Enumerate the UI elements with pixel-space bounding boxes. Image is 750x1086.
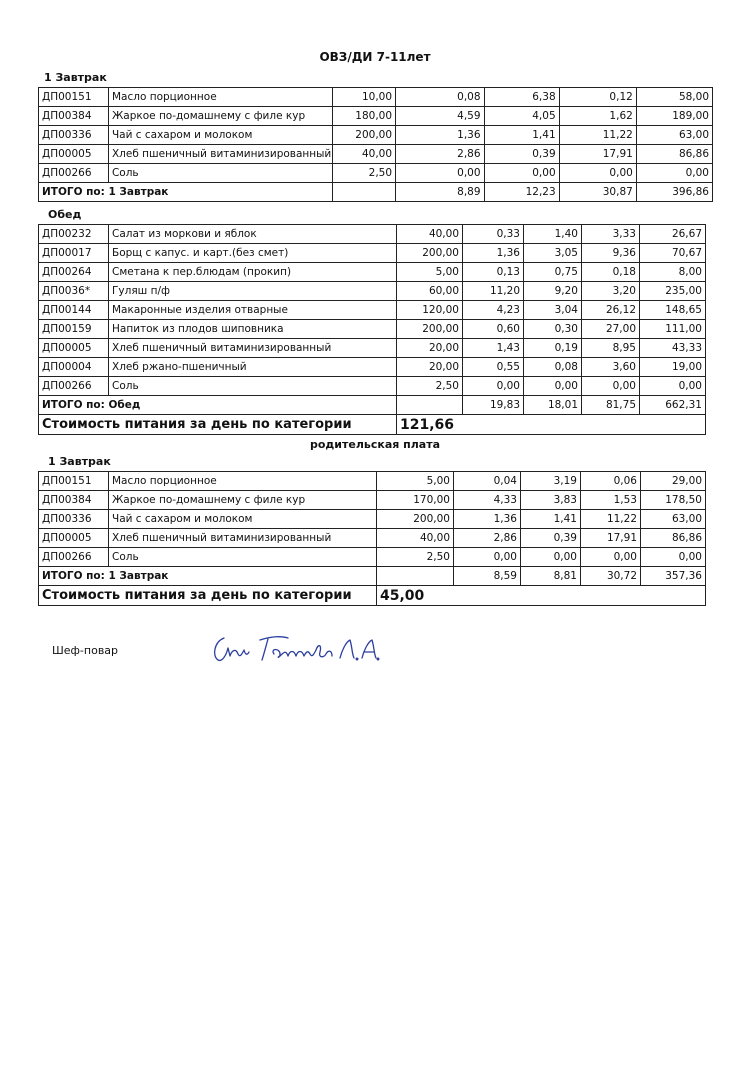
item-name: Хлеб ржано-пшеничный bbox=[109, 358, 397, 377]
total-fats: 18,01 bbox=[524, 396, 582, 415]
total-calories: 357,36 bbox=[641, 567, 706, 586]
item-weight: 20,00 bbox=[397, 339, 463, 358]
table-row bbox=[39, 88, 713, 107]
item-proteins: 0,60 bbox=[463, 320, 524, 339]
item-calories: 189,00 bbox=[636, 107, 712, 126]
section-label-breakfast: 1 Завтрак bbox=[44, 71, 107, 84]
item-name: Хлеб пшеничный витаминизированный bbox=[108, 145, 332, 164]
item-carbs: 1,53 bbox=[581, 491, 641, 510]
item-fats: 1,41 bbox=[521, 510, 581, 529]
item-fats: 0,39 bbox=[521, 529, 581, 548]
total-carbs: 81,75 bbox=[582, 396, 640, 415]
item-carbs: 17,91 bbox=[559, 145, 636, 164]
item-proteins: 1,36 bbox=[454, 510, 521, 529]
item-fats: 9,20 bbox=[524, 282, 582, 301]
item-carbs: 27,00 bbox=[582, 320, 640, 339]
item-carbs: 0,00 bbox=[559, 164, 636, 183]
item-code: ДП00151 bbox=[39, 472, 109, 491]
item-name: Соль bbox=[109, 548, 377, 567]
item-proteins: 4,33 bbox=[454, 491, 521, 510]
total-proteins: 8,89 bbox=[396, 183, 484, 202]
item-fats: 6,38 bbox=[484, 88, 559, 107]
item-name: Борщ с капус. и карт.(без смет) bbox=[109, 244, 397, 263]
item-code: ДП00004 bbox=[39, 358, 109, 377]
cost-row-paid bbox=[39, 586, 706, 606]
item-carbs: 3,33 bbox=[582, 225, 640, 244]
table-row bbox=[39, 282, 706, 301]
item-fats: 0,39 bbox=[484, 145, 559, 164]
item-code: ДП00005 bbox=[39, 145, 109, 164]
item-weight: 20,00 bbox=[397, 358, 463, 377]
item-carbs: 0,18 bbox=[582, 263, 640, 282]
item-fats: 3,05 bbox=[524, 244, 582, 263]
item-name: Гуляш п/ф bbox=[109, 282, 397, 301]
item-weight: 40,00 bbox=[377, 529, 454, 548]
item-proteins: 1,43 bbox=[463, 339, 524, 358]
cost-row-free bbox=[39, 415, 706, 435]
item-weight: 180,00 bbox=[333, 107, 396, 126]
total-label: ИТОГО по: Обед bbox=[39, 396, 397, 415]
item-proteins: 0,13 bbox=[463, 263, 524, 282]
item-carbs: 8,95 bbox=[582, 339, 640, 358]
item-fats: 3,19 bbox=[521, 472, 581, 491]
total-carbs: 30,87 bbox=[559, 183, 636, 202]
item-carbs: 3,60 bbox=[582, 358, 640, 377]
item-code: ДП0036* bbox=[39, 282, 109, 301]
table-row bbox=[39, 320, 706, 339]
table-row bbox=[39, 263, 706, 282]
item-weight: 5,00 bbox=[397, 263, 463, 282]
item-name: Масло порционное bbox=[108, 88, 332, 107]
item-weight: 120,00 bbox=[397, 301, 463, 320]
item-fats: 0,08 bbox=[524, 358, 582, 377]
item-carbs: 26,12 bbox=[582, 301, 640, 320]
item-calories: 0,00 bbox=[636, 164, 712, 183]
cost-value: 121,66 bbox=[397, 415, 524, 435]
paid-breakfast-table bbox=[38, 471, 706, 606]
total-row-paid-breakfast bbox=[39, 567, 706, 586]
item-calories: 26,67 bbox=[640, 225, 706, 244]
table-row bbox=[39, 548, 706, 567]
item-weight: 40,00 bbox=[397, 225, 463, 244]
total-fats: 12,23 bbox=[484, 183, 559, 202]
item-calories: 58,00 bbox=[636, 88, 712, 107]
item-calories: 86,86 bbox=[636, 145, 712, 164]
section-label-paid-breakfast: 1 Завтрак bbox=[48, 455, 111, 468]
cost-label: Стоимость питания за день по категории bbox=[39, 586, 377, 606]
item-carbs: 0,06 bbox=[581, 472, 641, 491]
item-calories: 148,65 bbox=[640, 301, 706, 320]
item-code: ДП00384 bbox=[39, 491, 109, 510]
item-calories: 8,00 bbox=[640, 263, 706, 282]
total-weight bbox=[333, 183, 396, 202]
table-row bbox=[39, 164, 713, 183]
item-code: ДП00232 bbox=[39, 225, 109, 244]
item-proteins: 1,36 bbox=[463, 244, 524, 263]
table-row bbox=[39, 126, 713, 145]
section-label-lunch: Обед bbox=[48, 208, 82, 221]
free-breakfast-table bbox=[38, 87, 713, 202]
item-code: ДП00151 bbox=[39, 88, 109, 107]
table-row bbox=[39, 244, 706, 263]
item-carbs: 1,62 bbox=[559, 107, 636, 126]
table-row bbox=[39, 377, 706, 396]
item-weight: 200,00 bbox=[397, 320, 463, 339]
cost-empty-cell bbox=[521, 586, 706, 606]
total-label: ИТОГО по: 1 Завтрак bbox=[39, 567, 377, 586]
item-name: Салат из моркови и яблок bbox=[109, 225, 397, 244]
item-code: ДП00336 bbox=[39, 126, 109, 145]
item-name: Чай с сахаром и молоком bbox=[108, 126, 332, 145]
item-carbs: 11,22 bbox=[559, 126, 636, 145]
item-calories: 70,67 bbox=[640, 244, 706, 263]
item-calories: 86,86 bbox=[641, 529, 706, 548]
item-carbs: 3,20 bbox=[582, 282, 640, 301]
item-calories: 0,00 bbox=[641, 548, 706, 567]
item-name: Соль bbox=[108, 164, 332, 183]
item-proteins: 0,08 bbox=[396, 88, 484, 107]
table-row bbox=[39, 107, 713, 126]
item-proteins: 0,33 bbox=[463, 225, 524, 244]
item-calories: 63,00 bbox=[641, 510, 706, 529]
item-name: Масло порционное bbox=[109, 472, 377, 491]
item-code: ДП00336 bbox=[39, 510, 109, 529]
item-weight: 200,00 bbox=[333, 126, 396, 145]
total-proteins: 8,59 bbox=[454, 567, 521, 586]
item-proteins: 4,23 bbox=[463, 301, 524, 320]
item-name: Сметана к пер.блюдам (прокип) bbox=[109, 263, 397, 282]
item-proteins: 4,59 bbox=[396, 107, 484, 126]
table-row bbox=[39, 301, 706, 320]
item-calories: 111,00 bbox=[640, 320, 706, 339]
item-carbs: 9,36 bbox=[582, 244, 640, 263]
item-code: ДП00005 bbox=[39, 529, 109, 548]
item-weight: 2,50 bbox=[333, 164, 396, 183]
total-calories: 396,86 bbox=[636, 183, 712, 202]
table-row bbox=[39, 225, 706, 244]
item-fats: 0,19 bbox=[524, 339, 582, 358]
table-row bbox=[39, 145, 713, 164]
item-fats: 0,00 bbox=[524, 377, 582, 396]
total-row-lunch bbox=[39, 396, 706, 415]
item-weight: 200,00 bbox=[377, 510, 454, 529]
item-code: ДП00144 bbox=[39, 301, 109, 320]
item-proteins: 0,00 bbox=[463, 377, 524, 396]
total-row-breakfast bbox=[39, 183, 713, 202]
total-label: ИТОГО по: 1 Завтрак bbox=[39, 183, 333, 202]
item-name: Соль bbox=[109, 377, 397, 396]
item-proteins: 0,55 bbox=[463, 358, 524, 377]
item-name: Макаронные изделия отварные bbox=[109, 301, 397, 320]
item-code: ДП00266 bbox=[39, 548, 109, 567]
item-weight: 60,00 bbox=[397, 282, 463, 301]
table-row bbox=[39, 491, 706, 510]
item-name: Жаркое по-домашнему с филе кур bbox=[109, 491, 377, 510]
item-name: Хлеб пшеничный витаминизированный bbox=[109, 339, 397, 358]
cost-empty-cell bbox=[524, 415, 706, 435]
cost-label: Стоимость питания за день по категории bbox=[39, 415, 397, 435]
item-fats: 0,00 bbox=[521, 548, 581, 567]
item-code: ДП00017 bbox=[39, 244, 109, 263]
item-fats: 3,83 bbox=[521, 491, 581, 510]
total-fats: 8,81 bbox=[521, 567, 581, 586]
table-row bbox=[39, 339, 706, 358]
item-code: ДП00266 bbox=[39, 164, 109, 183]
item-proteins: 2,86 bbox=[454, 529, 521, 548]
item-carbs: 17,91 bbox=[581, 529, 641, 548]
item-carbs: 0,00 bbox=[582, 377, 640, 396]
item-calories: 43,33 bbox=[640, 339, 706, 358]
item-fats: 1,41 bbox=[484, 126, 559, 145]
item-calories: 0,00 bbox=[640, 377, 706, 396]
chef-label: Шеф-повар bbox=[52, 644, 119, 657]
item-code: ДП00266 bbox=[39, 377, 109, 396]
item-calories: 19,00 bbox=[640, 358, 706, 377]
item-proteins: 0,04 bbox=[454, 472, 521, 491]
total-proteins: 19,83 bbox=[463, 396, 524, 415]
item-fats: 4,05 bbox=[484, 107, 559, 126]
item-proteins: 11,20 bbox=[463, 282, 524, 301]
item-fats: 0,00 bbox=[484, 164, 559, 183]
item-code: ДП00264 bbox=[39, 263, 109, 282]
item-proteins: 2,86 bbox=[396, 145, 484, 164]
table-row bbox=[39, 529, 706, 548]
item-calories: 63,00 bbox=[636, 126, 712, 145]
item-fats: 0,30 bbox=[524, 320, 582, 339]
item-calories: 235,00 bbox=[640, 282, 706, 301]
item-proteins: 1,36 bbox=[396, 126, 484, 145]
item-proteins: 0,00 bbox=[396, 164, 484, 183]
item-weight: 5,00 bbox=[377, 472, 454, 491]
document-title: ОВЗ/ДИ 7-11лет bbox=[319, 50, 431, 64]
item-code: ДП00005 bbox=[39, 339, 109, 358]
table-row bbox=[39, 358, 706, 377]
item-code: ДП00159 bbox=[39, 320, 109, 339]
total-weight bbox=[397, 396, 463, 415]
item-name: Жаркое по-домашнему с филе кур bbox=[108, 107, 332, 126]
cost-value: 45,00 bbox=[377, 586, 521, 606]
item-fats: 3,04 bbox=[524, 301, 582, 320]
item-carbs: 0,12 bbox=[559, 88, 636, 107]
table-row bbox=[39, 510, 706, 529]
item-name: Напиток из плодов шиповника bbox=[109, 320, 397, 339]
item-code: ДП00384 bbox=[39, 107, 109, 126]
item-weight: 2,50 bbox=[397, 377, 463, 396]
item-weight: 200,00 bbox=[397, 244, 463, 263]
item-carbs: 0,00 bbox=[581, 548, 641, 567]
free-lunch-table bbox=[38, 224, 706, 435]
signature-image bbox=[210, 632, 380, 666]
item-weight: 40,00 bbox=[333, 145, 396, 164]
item-weight: 10,00 bbox=[333, 88, 396, 107]
item-proteins: 0,00 bbox=[454, 548, 521, 567]
item-weight: 2,50 bbox=[377, 548, 454, 567]
item-carbs: 11,22 bbox=[581, 510, 641, 529]
item-name: Чай с сахаром и молоком bbox=[109, 510, 377, 529]
total-calories: 662,31 bbox=[640, 396, 706, 415]
parent-fee-title: родительская плата bbox=[309, 438, 441, 451]
item-fats: 1,40 bbox=[524, 225, 582, 244]
item-weight: 170,00 bbox=[377, 491, 454, 510]
total-weight bbox=[377, 567, 454, 586]
total-carbs: 30,72 bbox=[581, 567, 641, 586]
table-row bbox=[39, 472, 706, 491]
item-calories: 178,50 bbox=[641, 491, 706, 510]
item-calories: 29,00 bbox=[641, 472, 706, 491]
item-name: Хлеб пшеничный витаминизированный bbox=[109, 529, 377, 548]
item-fats: 0,75 bbox=[524, 263, 582, 282]
